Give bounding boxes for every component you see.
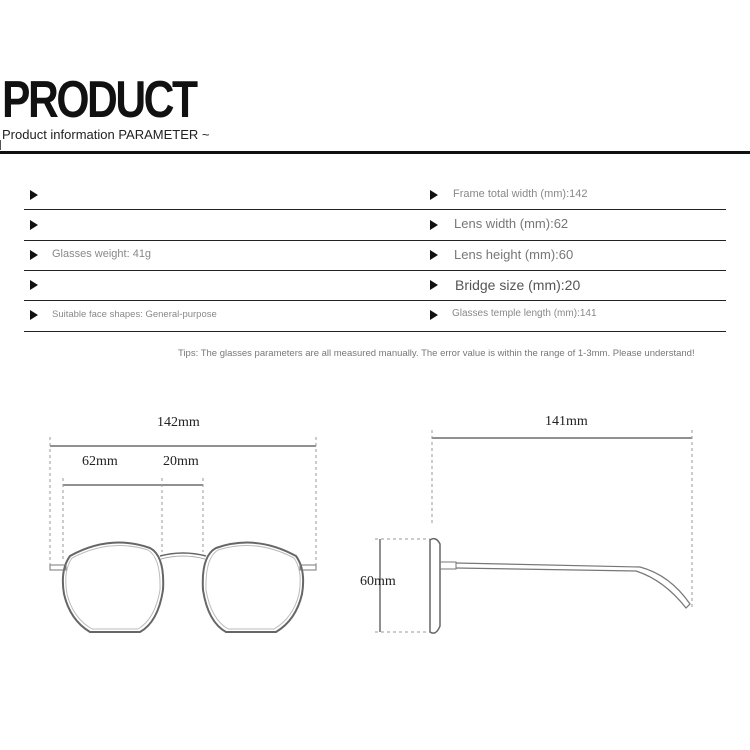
lens-height-label: 60mm — [360, 574, 396, 589]
param-glasses-weight: Glasses weight: 41g — [52, 248, 152, 260]
param-frame-width: Frame total width (mm):142 — [453, 188, 588, 200]
param-lens-height: Lens height (mm):60 — [454, 247, 574, 262]
param-face-shapes: Suitable face shapes: General-purpose — [52, 309, 217, 320]
param-bridge-size: Bridge size (mm):20 — [455, 277, 581, 293]
temple-length-label: 141mm — [545, 414, 588, 429]
bridge-width-label: 20mm — [163, 454, 199, 469]
lens-width-label: 62mm — [82, 454, 118, 469]
total-width-label: 142mm — [157, 415, 200, 430]
page-title: PRODUCT — [2, 71, 196, 129]
param-temple-length: Glasses temple length (mm):141 — [452, 308, 597, 319]
tips-note: Tips: The glasses parameters are all measured manually. The error value is within the range of 1-3mm. Please understand! — [178, 348, 695, 359]
side-view-glasses — [375, 430, 692, 633]
page-subtitle: Product information PARAMETER ~ — [2, 127, 210, 142]
param-lens-width: Lens width (mm):62 — [454, 216, 569, 231]
